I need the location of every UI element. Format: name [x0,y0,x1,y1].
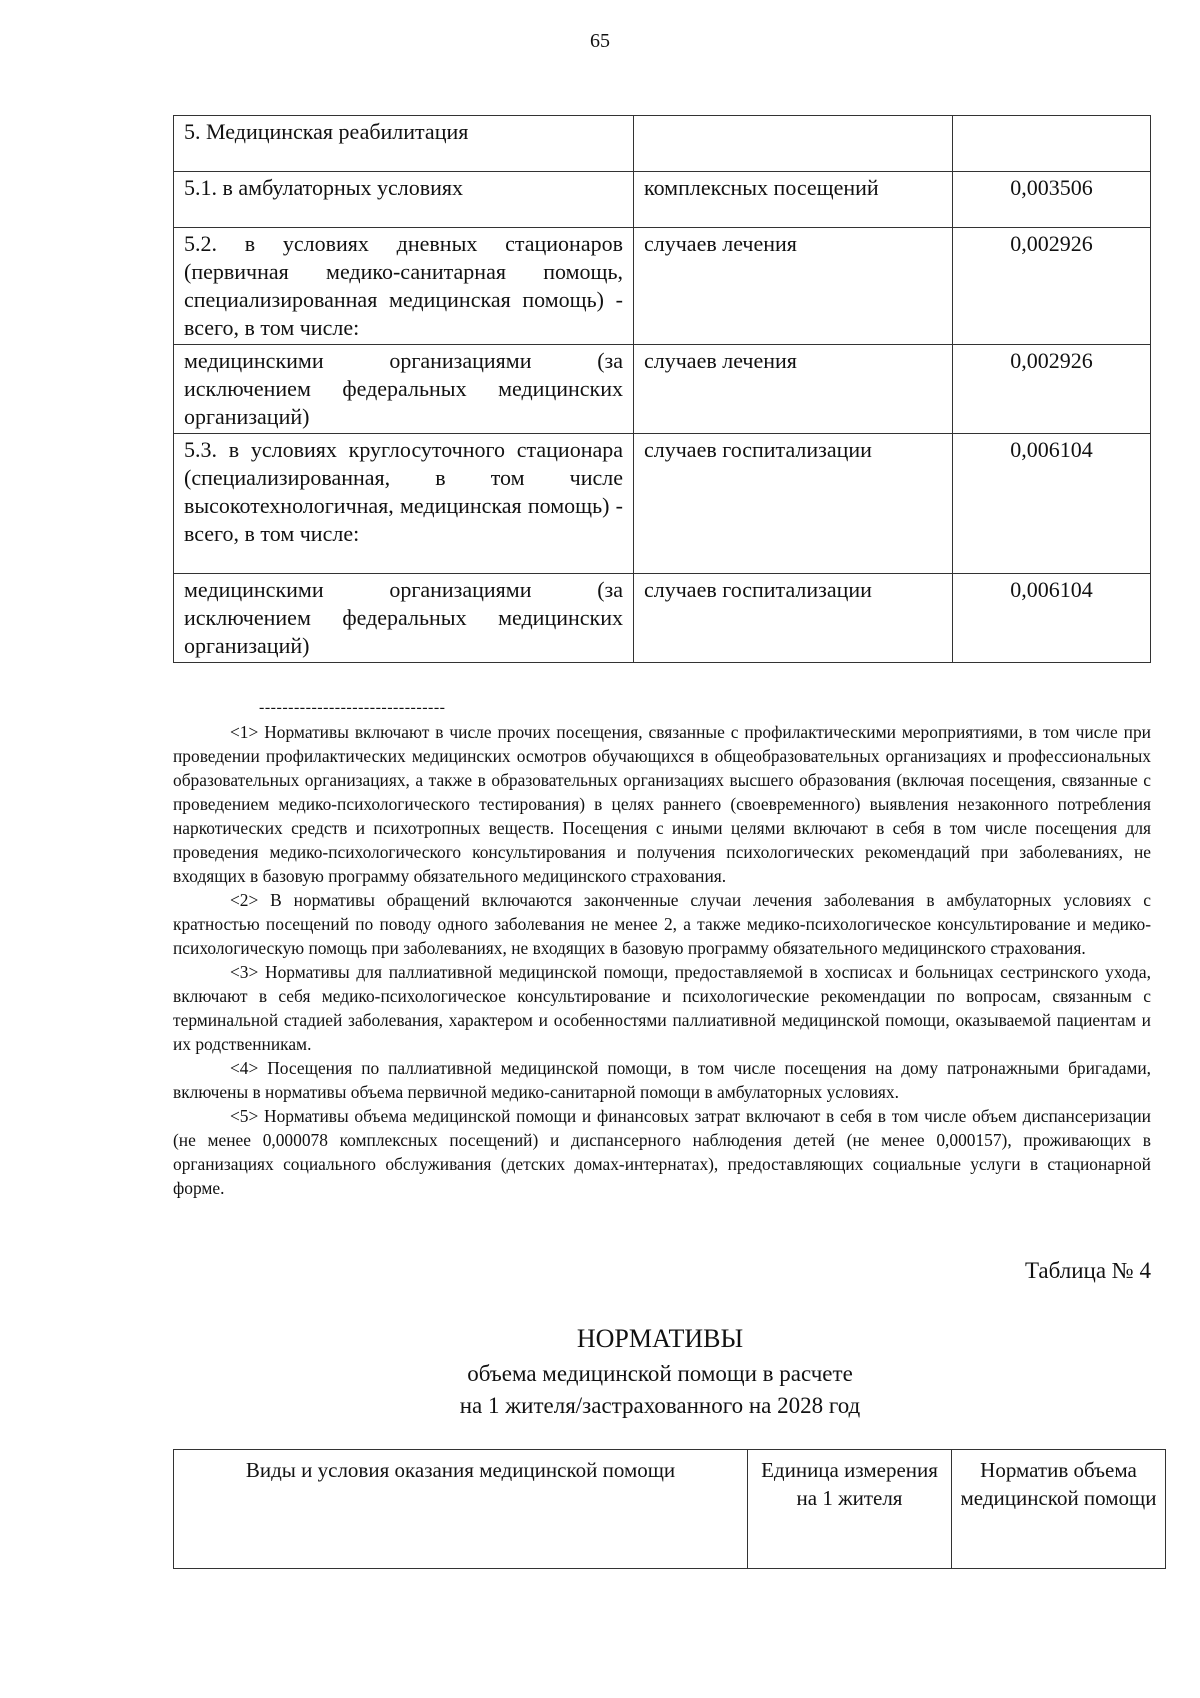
column-header-unit: Единица измерения на 1 жителя [748,1450,952,1569]
norms-table-2028 [173,1449,1166,1569]
row-name-cell: медицинскими организациями (за исключением федеральных медицинских организаций) [174,574,634,663]
row-value-cell [953,116,1151,172]
table-row [174,116,1151,172]
row-value-cell: 0,003506 [953,172,1151,228]
footnote-2: <2> В нормативы обращений включаются законченные случаи лечения заболевания в амбулаторных условиях с кратностью посещений по поводу одного заболевания не менее 2, а также медико-психологическое консультирование и медико-психологическую помощь при заболеваниях, не входящих в базовую программу обязательного медицинского страхования. [173,890,1151,958]
row-value-cell: 0,002926 [953,228,1151,345]
row-unit-cell [634,116,953,172]
row-unit-cell: случаев лечения [634,228,953,345]
footnote-5: <5> Нормативы объема медицинской помощи и финансовых затрат включают в себя в том числе объем диспансеризации (не менее 0,000078 комплексных посещений) и диспансерного наблюдения детей (не менее 0,000157), проживающих в организациях социального обслуживания (детских домах-интернатах), предоставляющих социальные услуги в стационарной форме. [173,1106,1151,1198]
footnotes [173,720,1151,1200]
row-unit-cell: случаев лечения [634,345,953,434]
row-unit-cell: комплексных посещений [634,172,953,228]
table-row [174,574,1151,663]
column-header-types: Виды и условия оказания медицинской помощи [174,1450,748,1569]
table-caption: Таблица № 4 [1024,1258,1151,1283]
row-value-cell: 0,006104 [953,574,1151,663]
footnote-1: <1> Нормативы включают в числе прочих посещения, связанные с профилактическими мероприятиями, в том числе при проведении профилактических медицинских осмотров обучающихся в общеобразовательных организациях и профессиональных образовательных организациях, а также в образовательных организациях высшего образования (включая посещения, связанные с проведением медико-психологического тестирования) в целях раннего (своевременного) выявления незаконного потребления наркотических средств и психотропных веществ. Посещения с иными целями включают в себя в том числе посещения для проведения медико-психологического консультирования и получения психологических рекомендаций при заболеваниях, не входящих в базовую программу обязательного медицинского страхования. [173,722,1151,886]
document-title [0,1322,1200,1422]
table-row [174,228,1151,345]
title-line-2: объема медицинской помощи в расчете [467,1361,853,1386]
page-number: 65 [590,30,610,52]
row-name-cell: 5.2. в условиях дневных стационаров (первичная медико-санитарная помощь, специализированная медицинская помощь) - всего, в том числе: [174,228,634,345]
row-value-cell: 0,002926 [953,345,1151,434]
column-header-norm: Норматив объема медицинской помощи [952,1450,1166,1569]
row-name-cell: 5. Медицинская реабилитация [174,116,634,172]
row-name-cell: 5.3. в условиях круглосуточного стационара (специализированная, в том числе высокотехнологичная, медицинская помощь) - всего, в том числе: [174,434,634,574]
row-name-cell: 5.1. в амбулаторных условиях [174,172,634,228]
row-unit-cell: случаев госпитализации [634,434,953,574]
title-line-1: НОРМАТИВЫ [576,1324,744,1353]
footnote-separator: -------------------------------- [259,699,446,716]
row-name-cell: медицинскими организациями (за исключением федеральных медицинских организаций) [174,345,634,434]
table-row [174,345,1151,434]
table-row [174,172,1151,228]
row-unit-cell: случаев госпитализации [634,574,953,663]
footnote-3: <3> Нормативы для паллиативной медицинской помощи, предоставляемой в хосписах и больницах сестринского ухода, включают в себя медико-психологическое консультирование и психологические рекомендации по вопросам, связанным с терминальной стадией заболевания, характером и особенностями паллиативной медицинской помощи, оказываемой пациентам и их родственникам. [173,962,1151,1054]
table-header-row [174,1450,1166,1569]
table-row [174,434,1151,574]
row-value-cell: 0,006104 [953,434,1151,574]
norms-table-continued [173,115,1151,663]
footnote-4: <4> Посещения по паллиативной медицинской помощи, в том числе посещения на дому патронажными бригадами, включены в нормативы объема первичной медико-санитарной помощи в амбулаторных условиях. [173,1058,1151,1102]
title-line-3: на 1 жителя/застрахованного на 2028 год [459,1393,861,1418]
